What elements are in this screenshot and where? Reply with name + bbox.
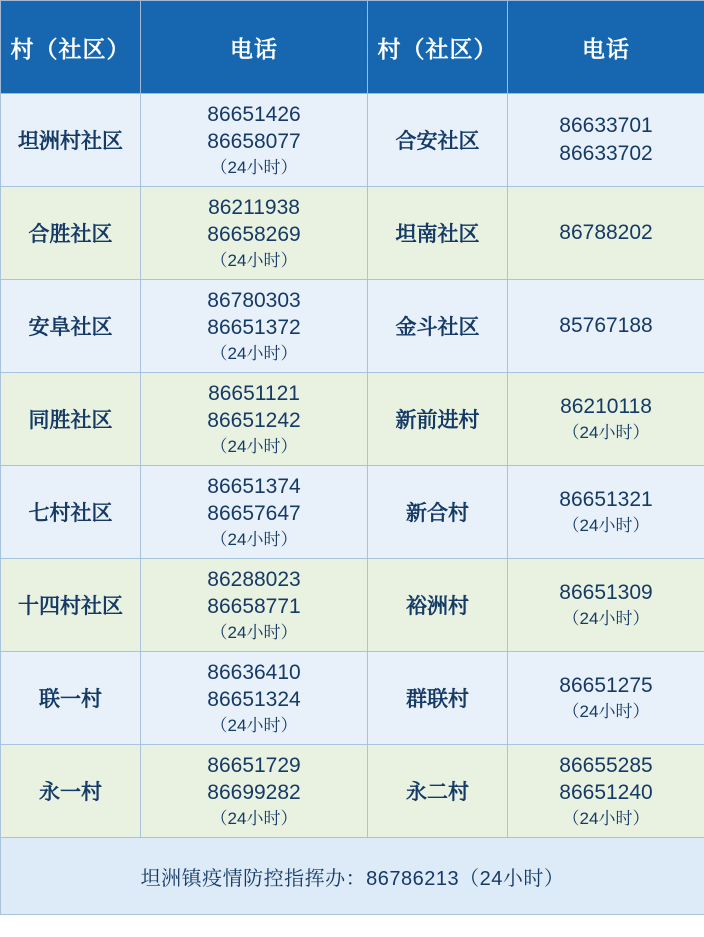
phone-line: 86651121 xyxy=(208,381,300,405)
hours-note: （24小时） xyxy=(210,158,298,177)
hours-note: （24小时） xyxy=(210,716,298,735)
phone-line: 86655285 xyxy=(559,753,653,777)
village-phone xyxy=(141,559,368,652)
village-name: 联一村 xyxy=(1,652,141,745)
table-header xyxy=(1,1,704,94)
phone-line: 85767188 xyxy=(559,314,653,338)
hours-note: （24小时） xyxy=(210,530,298,549)
table-body xyxy=(1,94,704,915)
command-office-contact xyxy=(1,838,704,915)
village-phone xyxy=(141,94,368,187)
village-phone xyxy=(141,187,368,280)
village-phone xyxy=(508,652,704,745)
village-phone xyxy=(508,373,704,466)
phone-line: 86651242 xyxy=(207,409,301,433)
phone-line: 86636410 xyxy=(207,660,301,684)
village-phone xyxy=(508,187,704,280)
phone-line: 86211938 xyxy=(208,195,300,219)
table-row xyxy=(1,466,704,559)
village-phone xyxy=(508,280,704,373)
phone-line: 86651426 xyxy=(207,102,301,126)
village-phone xyxy=(141,373,368,466)
table-row xyxy=(1,94,704,187)
village-name: 永一村 xyxy=(1,745,141,838)
village-name: 坦洲村社区 xyxy=(1,94,141,187)
footer-row xyxy=(1,838,704,915)
table-row xyxy=(1,187,704,280)
village-phone xyxy=(508,94,704,187)
village-phone xyxy=(141,466,368,559)
header-phone-right: 电话 xyxy=(508,1,704,94)
village-phone xyxy=(141,745,368,838)
phone-line: 86651240 xyxy=(559,781,653,805)
phone-line: 86780303 xyxy=(207,288,301,312)
phone-line: 86651729 xyxy=(207,753,301,777)
village-name: 群联村 xyxy=(368,652,508,745)
phone-line: 86651374 xyxy=(207,474,301,498)
phone-line: 86651372 xyxy=(207,316,301,340)
village-name: 坦南社区 xyxy=(368,187,508,280)
phone-line: 86699282 xyxy=(207,781,301,805)
phone-line: 86651309 xyxy=(559,581,653,605)
village-name: 裕洲村 xyxy=(368,559,508,652)
village-phone xyxy=(141,652,368,745)
village-name: 合安社区 xyxy=(368,94,508,187)
phone-line: 86651324 xyxy=(207,688,301,712)
footer-text: 坦洲镇疫情防控指挥办：86786213（24小时） xyxy=(140,867,565,890)
village-phone xyxy=(508,559,704,652)
phone-line: 86788202 xyxy=(559,221,653,245)
phone-line: 86651275 xyxy=(559,674,653,698)
header-phone-left: 电话 xyxy=(141,1,368,94)
hours-note: （24小时） xyxy=(210,437,298,456)
phone-line: 86633702 xyxy=(559,141,653,165)
hours-note: （24小时） xyxy=(562,516,650,536)
village-name: 安阜社区 xyxy=(1,280,141,373)
phone-line: 86658269 xyxy=(207,223,301,247)
phone-line: 86288023 xyxy=(207,567,301,591)
village-name: 永二村 xyxy=(368,745,508,838)
hours-note: （24小时） xyxy=(562,702,650,722)
village-name: 同胜社区 xyxy=(1,373,141,466)
phone-line: 86657647 xyxy=(207,502,301,526)
village-name: 金斗社区 xyxy=(368,280,508,373)
hours-note: （24小时） xyxy=(210,809,298,828)
village-name: 七村社区 xyxy=(1,466,141,559)
village-phone xyxy=(141,280,368,373)
hours-note: （24小时） xyxy=(210,623,298,642)
village-phone xyxy=(508,466,704,559)
header-village-right: 村（社区） xyxy=(368,1,508,94)
phone-line: 86633701 xyxy=(559,113,653,137)
hours-note: （24小时） xyxy=(562,609,650,629)
phone-line: 86210118 xyxy=(560,395,652,419)
header-village-left: 村（社区） xyxy=(1,1,141,94)
table-row xyxy=(1,280,704,373)
table-row xyxy=(1,745,704,838)
village-name: 新前进村 xyxy=(368,373,508,466)
phone-line: 86658771 xyxy=(207,595,301,619)
header-row xyxy=(1,1,704,94)
hours-note: （24小时） xyxy=(210,344,298,363)
table-row xyxy=(1,559,704,652)
hours-note: （24小时） xyxy=(562,809,650,828)
table-row xyxy=(1,652,704,745)
hours-note: （24小时） xyxy=(210,251,298,270)
village-name: 合胜社区 xyxy=(1,187,141,280)
village-name: 新合村 xyxy=(368,466,508,559)
village-name: 十四村社区 xyxy=(1,559,141,652)
phone-line: 86651321 xyxy=(559,488,653,512)
village-phone xyxy=(508,745,704,838)
hours-note: （24小时） xyxy=(562,423,650,443)
table-row xyxy=(1,373,704,466)
phone-line: 86658077 xyxy=(207,130,301,154)
